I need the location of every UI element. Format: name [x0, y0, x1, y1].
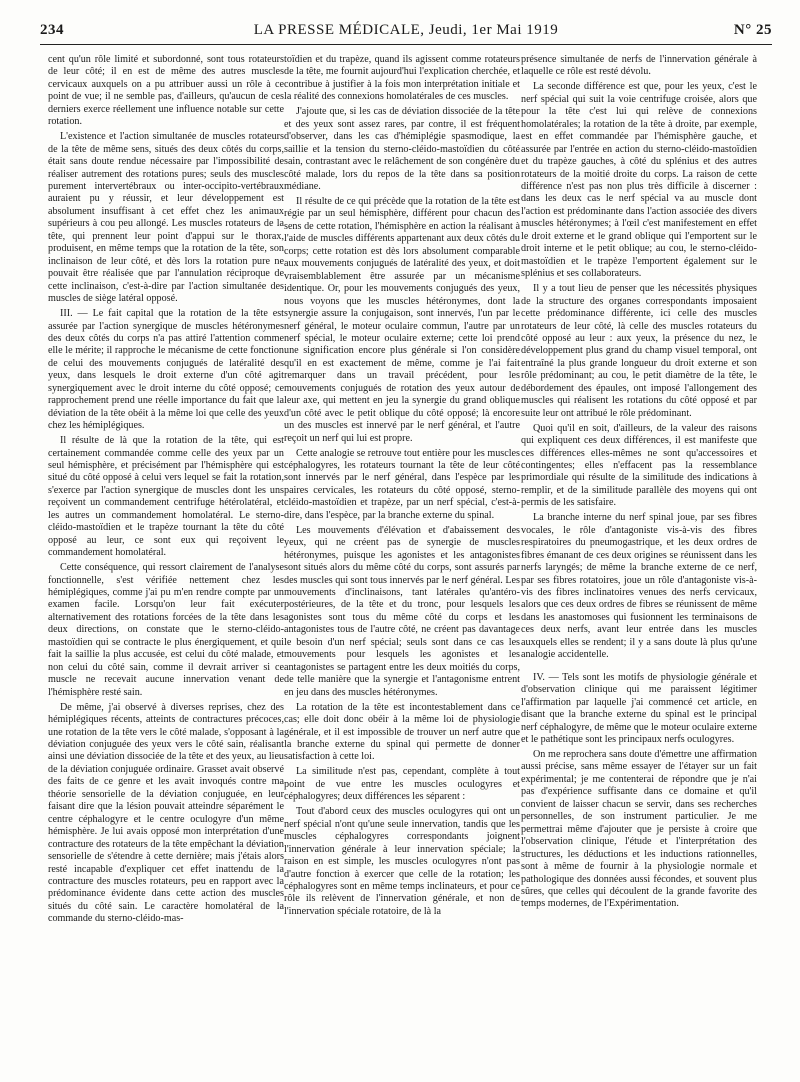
issue-number: N° 25 — [733, 22, 772, 38]
paragraph: présence simultanée de nerfs de l'innervation générale à laquelle ce rôle est resté dévolu. — [521, 54, 757, 78]
paragraph: Quoi qu'il en soit, d'ailleurs, de la valeur des raisons qui expliquent ces deux différences, il est manifeste que ces différences elles-mêmes ne sont qu'accessoires et contingentes; elles n'effacent pas la ressemblance primordiale qui résulte de la similitude des indications à remplir, et de la similitude parallèle des moyens qui ont permis de les satisfaire. — [521, 422, 757, 509]
paragraph: Il résulte de ce qui précède que la rotation de la tête est régie par un seul hémisphère, différent pour chacun des sens de cette rotation, l'hémisphère en action la réalisant à l'aide de muscles différents appartenant aux deux côtés du corps; cette rotation est dès lors absolument comparable aux mouvements conjugués de latéralité des yeux, et doit vraisemblablement être assurée par un mécanisme identique. Or, pour les mouvements conjugués des yeux, nous voyons que les muscles hétéronymes, dont la synergie assure la conjugaison, sont innervés, l'un par le nerf général, le moteur oculaire commun, l'autre par un nerf spécial, le moteur oculaire externe; cette loi prend une signification encore plus générale si l'on considère qu'il en est exactement de même, comme je l'ai fait remarquer dans un travail précédent, pour les mouvements conjugués de rotation des yeux autour de leur axe, qui mettent en jeu la synergie du grand oblique d'un côté avec le petit oblique du côté opposé; là encore un des muscles est innervé par le nerf général, et l'autre reçoit un nerf qui lui est propre. — [284, 195, 520, 444]
journal-title: LA PRESSE MÉDICALE, Jeudi, 1er Mai 1919 — [253, 22, 559, 38]
running-header — [40, 22, 772, 44]
paragraph: La similitude n'est pas, cependant, complète à tout point de vue entre les muscles oculogyres et céphalogyres; deux différences les séparent : — [284, 766, 520, 803]
text-column-2 — [284, 54, 520, 921]
paragraph: cent qu'un rôle limité et subordonné, sont tous rotateurs de leur côté; il en est de même des autres muscles cervicaux auxquels on a pu attribuer aussi un rôle à ce point de vue; il ne semble pas, d'ailleurs, qu'aucun de ces derniers exerce réellement une influence notable sur cette rotation. — [48, 54, 284, 128]
paragraph: Cette analogie se retrouve tout entière pour les muscles céphalogyres, les rotateurs tournant la tête de leur côté sont innervés par le nerf général, dans l'espèce par les paires cervicales, les rotateurs du côté opposé, sterno-cléido-mastoïdien et trapèze, par un nerf spécial, c'est-à-dire, dans l'espèce, par la branche externe du spinal. — [284, 447, 520, 521]
paragraph: La seconde différence est que, pour les yeux, c'est le nerf spécial qui suit la voie centrifuge croisée, alors que pour la tête c'est lui qui relève de connexions homolatérales; la rotation de la tête à droite, par exemple, est en effet commandée par l'hémisphère gauche, et assurée par l'entrée en action du sterno-cléido-mastoïdien et du trapèze gauches, à côté du splénius et des autres rotateurs de la moitié droite du corps. La raison de cette différence n'est pas non plus très difficile à discerner : dans les deux cas le nerf spécial va au muscle dont l'action est prédominante dans l'action associée des divers muscles hétéronymes; à l'œil c'est manifestement en effet le droit externe et le grand oblique qui l'emportent sur le droit interne et le petit oblique; au cou, le sterno-cléido-mastoïdien et le trapèze l'emportent également sur le splénius et ses collaborateurs. — [521, 81, 757, 280]
page-number: 234 — [40, 22, 64, 38]
header-rule — [40, 44, 772, 45]
paragraph: J'ajoute que, si les cas de déviation dissociée de la tête et des yeux sont assez rares, par contre, il est fréquent d'observer, dans les cas d'hémiplégie spasmodique, la saillie et la tension du sterno-cléido-mastoïdien du côté sain, contrastant avec le relâchement de son congénère du côté malade, lors du repos de la tête dans sa position médiane. — [284, 106, 520, 193]
paragraph: La rotation de la tête est incontestablement dans ce cas; elle doit donc obéir à la même loi de physiologie générale, et il est impossible de trouver un nerf autre que la branche externe du spinal qui permette de donner satisfaction à cette loi. — [284, 701, 520, 763]
paragraph: Il résulte de là que la rotation de la tête, qui est certainement commandée comme celle des yeux par un seul hémisphère, et précisément par l'hémisphère qui est situé du côté opposé à celui vers lequel se fait la rotation, s'exerce par l'action synergique de muscles dont les uns reçoivent un commandement centrifuge hétérolatéral, et les autres un commandement homolatéral. Le sterno-cléido-mastoïdien et le trapèze tournant la tête du côté opposé au leur, ce sont eux qui reçoivent le commandement homolatéral. — [48, 435, 284, 559]
text-column-1 — [48, 54, 284, 928]
paragraph: IV. — Tels sont les motifs de physiologie générale et d'observation clinique qui me paraissent légitimer l'affirmation par laquelle j'ai commencé cet article, en disant que la branche externe du spinal est le principal nerf céphalogyre, de même que le moteur oculaire externe et le pathétique sont les principaux nerfs oculogyres. — [521, 671, 757, 746]
paragraph: III. — Le fait capital que la rotation de la tête est assurée par l'action synergique de muscles hétéronymes des deux côtés du corps n'a pas attiré l'attention comme elle le mérite; il rapproche le mécanisme de cette fonction de celui des mouvements conjugués de latéralité des yeux, dans lesquels le droit externe d'un côté agit synergiquement avec le droit interne du côté opposé; ce rapprochement prend une réelle importance du fait que la déviation de la tête obéit à la même loi que celle des yeux chez les hémiplégiques. — [48, 308, 284, 432]
paragraph: L'existence et l'action simultanée de muscles rotateurs de la tête de même sens, situés des deux côtés du corps, était sans doute rendue nécessaire par l'impossibilité de réaliser autrement des rotations pures; seuls des muscles purement intervertébraux ou inter-occipito-vertébraux auraient pu y réussir, et leur développement est absolument insuffisant à cet effet chez les animaux supérieurs à cou peu allongé. Les muscles rotateurs de la tête, qui prennent leur point d'appui sur le thorax, produisent, en même temps que la rotation de la tête, son inclinaison de leur côté, et dès lors la rotation pure ne pouvait être réalisée que par l'annulation réciproque de cette inclinaison, c'est-à-dire par l'action simultanée des muscles de siège latéral opposé. — [48, 131, 284, 305]
paragraph: Tout d'abord ceux des muscles oculogyres qui ont un nerf spécial n'ont qu'une seule innervation, tandis que les muscles céphalogyres correspondants joignent l'innervation générale à leur innervation spéciale; la raison en est simple, les muscles oculogyres n'ont pas d'autre fonction à exercer que celle de la rotation; les céphalogyres sont en même temps inclinateurs, et pour ce rôle ils relèvent de l'innervation générale, et non de l'innervation spéciale rotatoire, de là la — [284, 806, 520, 917]
paragraph: Cette conséquence, qui ressort clairement de l'analyse fonctionnelle, s'est vérifiée nettement chez les hémiplégiques, comme j'ai pu m'en rendre compte par un examen facile. Lorsqu'on leur fait exécuter alternativement des rotations forcées de la tête dans les deux directions, on constate que le sterno-cléido-mastoïdien qui se contracte le plus énergiquement, et qui fait la saillie la plus accusée, est celui du côté malade, et non celui du côté sain, comme il devrait arriver si ce muscle ne recevait aucune innervation venant de l'hémisphère resté sain. — [48, 562, 284, 698]
paragraph: On me reprochera sans doute d'émettre une affirmation aussi précise, sans même essayer de l'étayer sur un fait expérimental; je me contenterai de répondre que je n'ai pas d'expérience suffisante dans ce domaine et qu'il convient de laisser chacun se servir, dans ses recherches personnelles, de son instrument particulier. Je me permettrai même d'ajouter que je persiste à croire que l'observation clinique, l'étude et l'interprétation des structures, les déductions et les inductions rationnelles, sont à même de fournir à la physiologie normale et pathologique des données aussi fécondes, et souvent plus sûres, que celles qui découlent de la grande favorite des temps modernes, de l'Expérimentation. — [521, 748, 757, 910]
paragraph: Les mouvements d'élévation et d'abaissement des yeux, qui ne créent pas de synergie de muscles hétéronymes, puisque les agonistes et les antagonistes sont situés alors du même côté du corps, sont assurés par des muscles qui sont tous innervés par le nerf général. Les mouvements d'inclinaisons, tant latérales qu'antéro-postérieures, de la tête et du tronc, pour lesquels les agonistes sont tous du même côté du corps et les antagonistes tous de l'autre côté, ne créent pas davantage le besoin d'un nerf spécial; seuls sont dans ce cas les mouvements pour lesquels les agonistes et les antagonistes se partagent entre les deux moitiés du corps, de telle manière que la synergie et l'antagonisme entrent en jeu dans des muscles hétéronymes. — [284, 524, 520, 698]
paragraph: toïdien et du trapèze, quand ils agissent comme rotateurs de la tête, me fournit aujourd'hui l'explication cherchée, et contribue à justifier à la fois mon interprétation initiale et la réalité des connexions homolatérales de ces muscles. — [284, 54, 520, 103]
paragraph: Il y a tout lieu de penser que les nécessités physiques de la structure des organes correspondants imposaient cette prédominance différente, ici celle des muscles rotateurs de leur côté, là celle des muscles rotateurs du côté opposé au leur : aux yeux, la présence du nez, le développement plus grand du champ visuel temporal, ont entraîné la plus grande longueur du droit externe et son rôle prédominant; au cou, le petit diamètre de la tête, le débordement des épaules, ont imposé l'allongement des muscles qui réalisent les rotations du côté opposé et par suite leur ont attribué le rôle prédominant. — [521, 283, 757, 419]
paragraph: De même, j'ai observé à diverses reprises, chez des hémiplégiques récents, atteints de contractures précoces, une rotation de la tête vers le côté malade, s'opposant à la déviation conjuguée des yeux vers le côté sain, réalisant ainsi une déviation dissociée de la tête et des yeux, au lieu de la déviation conjuguée ordinaire. Grasset avait observé des faits de ce genre et les avait invoqués contre ma théorie sensorielle de la déviation conjuguée, en leur faisant dire que la lésion pouvait atteindre séparément le centre céphalogyre et le centre oculogyre d'un même hémisphère. Je lui avais opposé mon interprétation d'une contracture des rotateurs de la tête empêchant la déviation sensorielle de s'étendre à cette dernière; mais j'étais alors resté incapable d'expliquer cet effet inattendu de la contracture des muscles rotateurs, peu en rapport avec la prédominance évidente dans cette action des muscles situés du côté sain. Le caractère homolatéral de la commande du sterno-cléido-mas- — [48, 701, 284, 925]
paragraph: La branche interne du nerf spinal joue, par ses fibres vocales, le rôle d'antagoniste vis-à-vis des fibres respiratoires du pneumogastrique, et les deux ordres de fibres émanant de ces deux origines se réunissent dans les nerfs laryngés; de même la branche externe de ce nerf, par ses fibres rotatoires, joue un rôle d'antagoniste vis-à-vis des fibres inclinatoires venues des nerfs cervicaux, alors que ces deux ordres de fibres se réunissent de même dans les anastomoses qui fusionnent les terminaisons de ces deux nerfs, avant leur entrée dans les muscles auxquels elles se rendent; il y a sans doute là plus qu'une analogie accidentelle. — [521, 512, 757, 661]
text-column-3 — [521, 54, 757, 913]
